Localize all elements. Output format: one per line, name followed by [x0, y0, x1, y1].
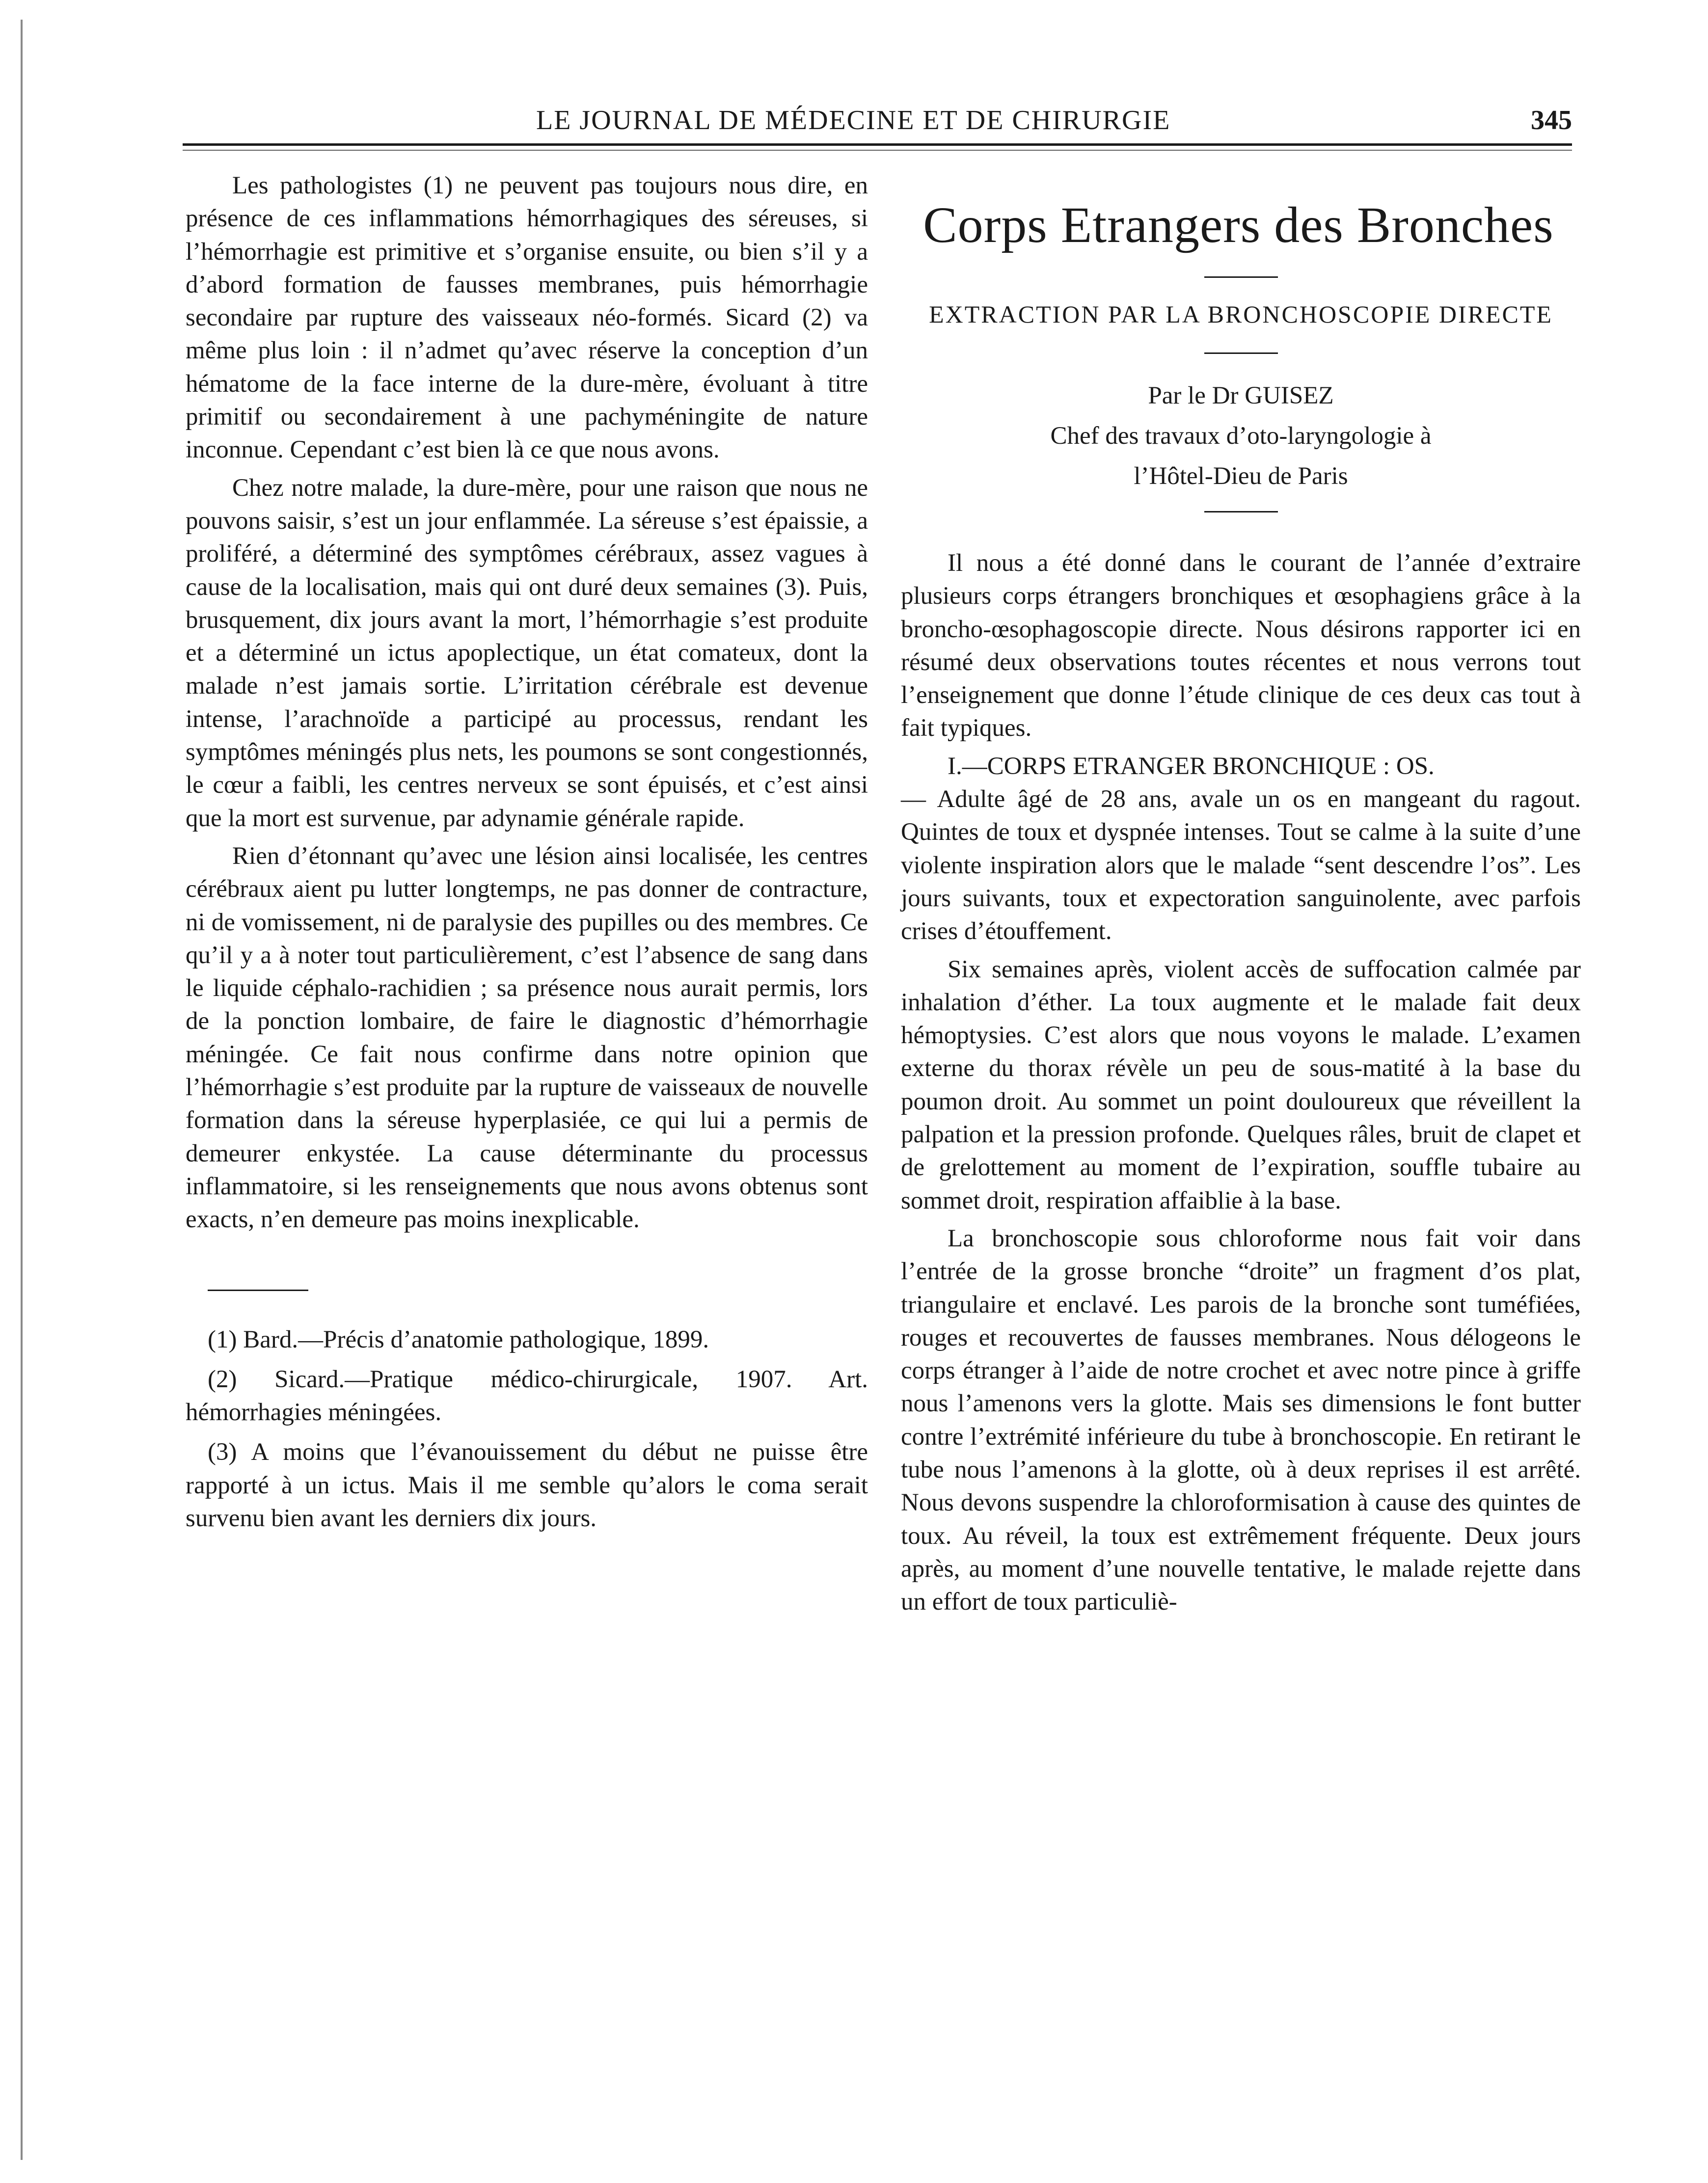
body-paragraph: Chez notre malade, la dure-mère, pour une raison que nous ne pouvons saisir, s’est un jour enflammée. La séreuse s’est épaissie, a proliféré, a déterminé des symptômes cérébraux, assez vagues à cause de la localisation, mais qui ont duré deux semaines (3). Puis, brusquement, dix jours avant la mort, l’hémorrhagie s’est produite et a déterminé un ictus apoplectique, un état comateux, dont la malade n’est jamais sortie. L’irritation cérébrale est devenue intense, l’arachnoïde a participé au processus, rendant les symptômes méningés plus nets, les poumons se sont congestionnés, le cœur a faibli, les centres nerveux se sont épuisés, et c’est ainsi que la mort est survenue, par adynamie générale rapide.: [186, 474, 868, 832]
title-divider: [1204, 276, 1278, 278]
case-heading: I.—CORPS ETRANGER BRONCHIQUE : OS.: [948, 752, 1435, 780]
subtitle-divider: [1204, 352, 1278, 354]
running-title: LE JOURNAL DE MÉDECINE ET DE CHIRURGIE: [536, 105, 1171, 135]
body-paragraph: Les pathologistes (1) ne peuvent pas toujours nous dire, en présence de ces inflammations hémorrhagiques des séreuses, si l’hémorrhagie est primitive et s’organise ensuite, ou bien s’il y a d’abord formation de fausses membranes, puis hémorrhagie secondaire par rupture des vaisseaux néo-formés. Sicard (2) va même plus loin : il n’admet qu’avec réserve la conception d’un hématome de la face interne de la dure-mère, évoluant à titre primitif ou secondairement à une pachyméningite de nature inconnue. Cependant c’est bien là ce que nous avons.: [186, 172, 868, 464]
body-paragraph: Six semaines après, violent accès de suffocation calmée par inhalation d’éther. La toux augmente et le malade fait deux hémoptysies. C’est alors que nous voyons le malade. L’examen externe du thorax révèle un peu de sous-matité à la base du poumon droit. Au sommet un point douloureux que réveillent la palpation et la pression profonde. Quelques râles, bruit de clapet et de grelottement au moment de l’expiration, souffle tubaire au sommet droit, respiration affaiblie à la base.: [901, 955, 1581, 1214]
author-affiliation-line: Chef des travaux d’oto-laryngologie à: [1050, 422, 1432, 450]
footnote-divider: [208, 1290, 308, 1291]
header-rule: [183, 143, 1572, 146]
body-paragraph: — Adulte âgé de 28 ans, avale un os en mangeant du ragout. Quintes de toux et dyspnée intenses. Tout se calme à la suite d’une violente inspiration alors que le malade “sent descendre l’os”. Les jours suivants, toux et expectoration sanguinolente, avec parfois crises d’étouffement.: [901, 785, 1581, 945]
byline-divider: [1204, 511, 1278, 512]
author-byline: Par le Dr GUISEZ: [1148, 382, 1334, 409]
author-affiliation-line: l’Hôtel-Dieu de Paris: [1134, 462, 1348, 490]
page-edge-shadow: [21, 20, 23, 2160]
running-header: [183, 101, 1572, 140]
article-subtitle: EXTRACTION PAR LA BRONCHOSCOPIE DIRECTE: [929, 300, 1553, 328]
left-column: [186, 169, 868, 1542]
footnote: (2) Sicard.—Pratique médico-chirurgicale, 1907. Art. hémorrhagies méningées.: [186, 1365, 868, 1427]
intro-paragraph: Il nous a été donné dans le courant de l’année d’extraire plusieurs corps étrangers bronchiques et œsophagiens grâce à la broncho-œsophagoscopie directe. Nous désirons rapporter ici en résumé deux observations toutes récentes et nous verrons tout l’enseignement que donne l’étude clinique de ces deux cas tout à fait typiques.: [901, 549, 1581, 742]
body-paragraph: Rien d’étonnant qu’avec une lésion ainsi localisée, les centres cérébraux aient pu lutter longtemps, ne pas donner de contracture, ni de vomissement, ni de paralysie des pupilles ou des membres. Ce qu’il y a à noter tout particulièrement, c’est l’absence de sang dans le liquide céphalo-rachidien ; sa présence nous aurait permis, lors de la ponction lombaire, de faire le diagnostic d’hémorrhagie méningée. Ce fait nous confirme dans notre opinion que l’hémorrhagie s’est produite par la rupture de vaisseaux de nouvelle formation dans la séreuse hyperplasiée, ce qui lui a permis de demeurer enkystée. La cause déterminante du processus inflammatoire, si les renseignements que nous avons obtenus sont exacts, n’en demeure pas moins inexplicable.: [186, 842, 868, 1234]
article-title: Corps Etrangers des Bronches: [923, 197, 1554, 253]
header-rule-thin: [183, 150, 1572, 151]
page-number: 345: [1531, 105, 1572, 135]
footnote: (1) Bard.—Précis d’anatomie pathologique, 1899.: [208, 1325, 709, 1353]
body-paragraph: La bronchoscopie sous chloroforme nous fait voir dans l’entrée de la grosse bronche “droite” un fragment d’os plat, triangulaire et enclavé. Les parois de la bronche sont tuméfiées, rouges et recouvertes de fausses membranes. Nous délogeons le corps étranger à l’aide de notre crochet et avec notre pince à griffe nous l’amenons vers la glotte. Mais ses dimensions le font butter contre l’extrémité inférieure du tube à bronchoscopie. En retirant le tube nous l’amenons à la glotte, où à deux reprises il est arrêté. Nous devons suspendre la chloroformisation à cause des quintes de toux. Au réveil, la toux est extrêmement fréquente. Deux jours après, au moment d’une nouvelle tentative, le malade rejette dans un effort de toux particuliè-: [901, 1224, 1581, 1616]
footnotes: [186, 1323, 868, 1536]
right-column: [901, 169, 1581, 1619]
article-body: [901, 547, 1581, 1619]
footnote: (3) A moins que l’évanouissement du début ne puisse être rapporté à un ictus. Mais il me semble qu’alors le coma serait survenu bien avant les derniers dix jours.: [186, 1438, 868, 1532]
